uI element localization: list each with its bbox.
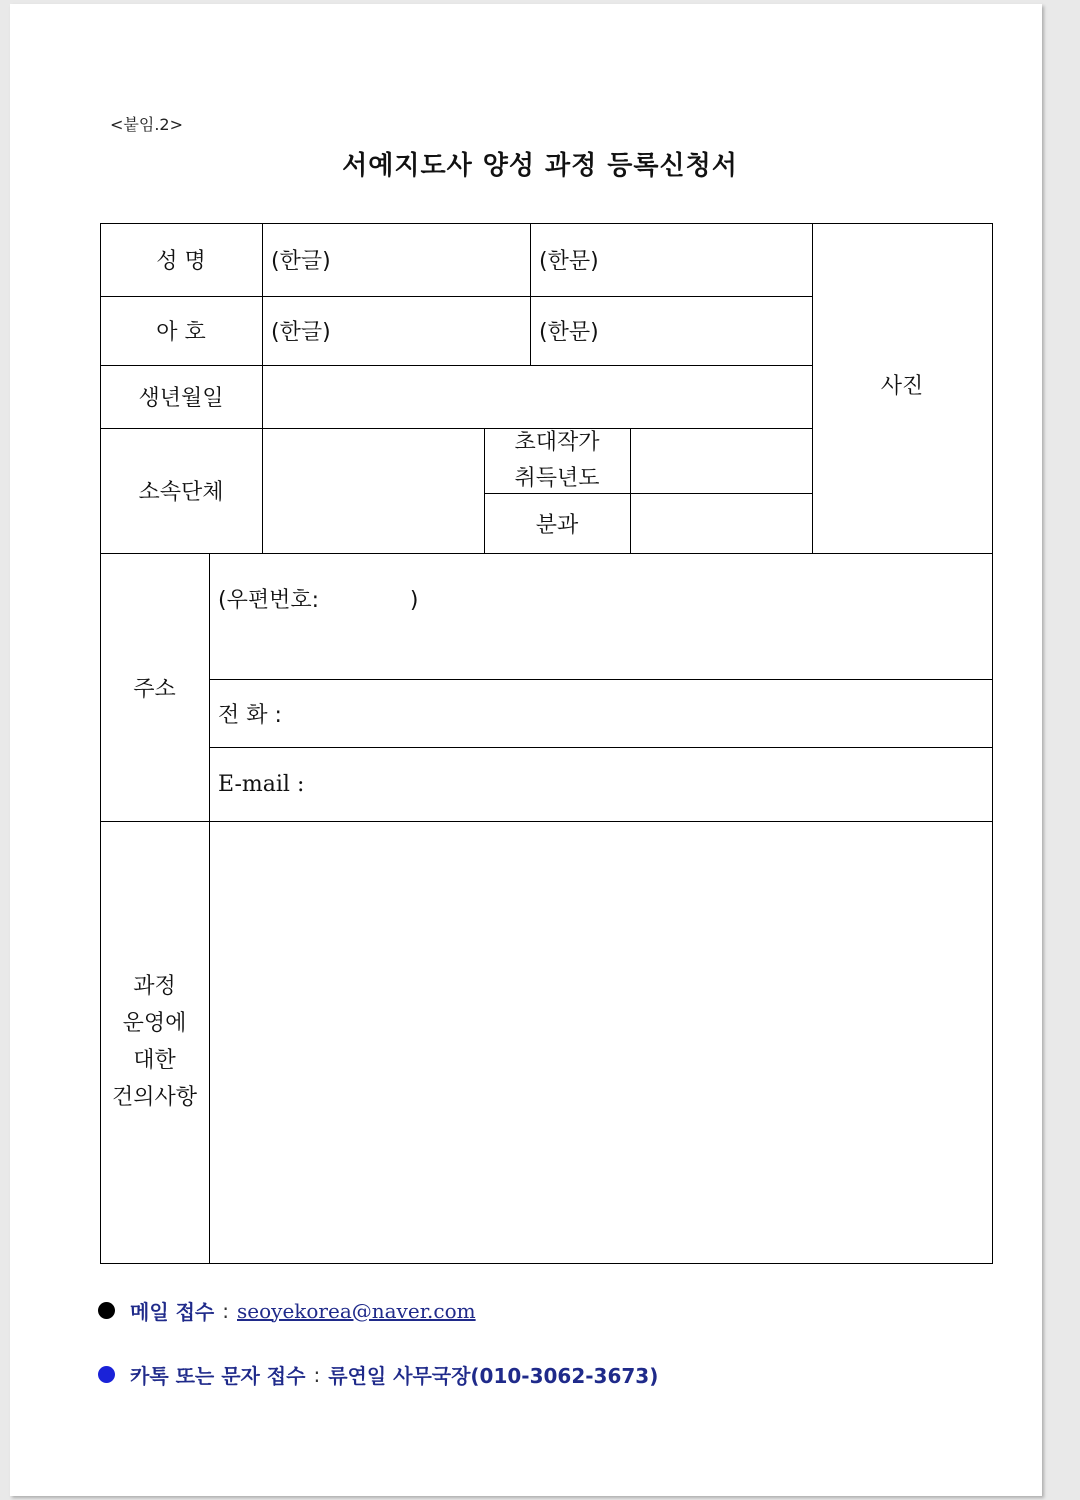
mail-separator: : [222, 1298, 229, 1323]
invited-artist-year-field[interactable] [630, 428, 812, 493]
bullet-icon [98, 1302, 115, 1319]
birth-label: 생년월일 [138, 386, 224, 411]
phone-field[interactable]: 전 화 : [218, 702, 282, 728]
affiliation-field[interactable] [262, 428, 484, 553]
division-field[interactable] [630, 493, 812, 553]
suggestion-line-2: 운영에 [122, 1011, 187, 1036]
name-label: 성 명 [156, 249, 206, 274]
photo-box[interactable] [812, 223, 992, 553]
pen-name-hanja-field[interactable]: (한문) [539, 320, 599, 345]
suggestion-field[interactable] [209, 821, 992, 1263]
form-title: 서예지도사 양성 과정 등록신청서 [342, 151, 738, 181]
invited-artist-line2: 취득년도 [514, 465, 600, 491]
pen-name-korean-field[interactable]: (한글) [271, 320, 331, 345]
attachment-label: <붙임.2> [110, 115, 183, 134]
address-label: 주소 [133, 676, 176, 702]
bullet-icon [98, 1366, 115, 1383]
kakao-contact: 류연일 사무국장(010-3062-3673) [328, 1364, 659, 1388]
postal-code-field[interactable]: (우편번호: ) [218, 588, 419, 613]
name-korean-field[interactable]: (한글) [271, 249, 331, 274]
kakao-submission [98, 1360, 658, 1389]
pen-name-label: 아 호 [156, 320, 206, 345]
mail-address-link[interactable]: seoyekorea@naver.com [237, 1298, 476, 1323]
suggestion-label [100, 821, 209, 1263]
kakao-label: 카톡 또는 문자 접수 [130, 1364, 306, 1388]
mail-label: 메일 접수 [130, 1300, 215, 1324]
invited-artist-year-label [484, 428, 630, 493]
suggestion-line-1: 과정 [133, 974, 176, 999]
kakao-separator: : [313, 1362, 321, 1387]
suggestion-line-4: 건의사항 [111, 1085, 197, 1110]
mail-submission [98, 1296, 476, 1325]
suggestion-line-3: 대한 [133, 1048, 176, 1073]
photo-label: 사진 [880, 373, 924, 399]
name-hanja-field[interactable]: (한문) [539, 249, 599, 274]
division-label: 분과 [535, 512, 579, 538]
birth-field[interactable] [262, 365, 812, 428]
invited-artist-line1: 초대작가 [514, 429, 600, 455]
email-field[interactable]: E-mail : [218, 771, 305, 797]
affiliation-label: 소속단체 [138, 480, 224, 505]
